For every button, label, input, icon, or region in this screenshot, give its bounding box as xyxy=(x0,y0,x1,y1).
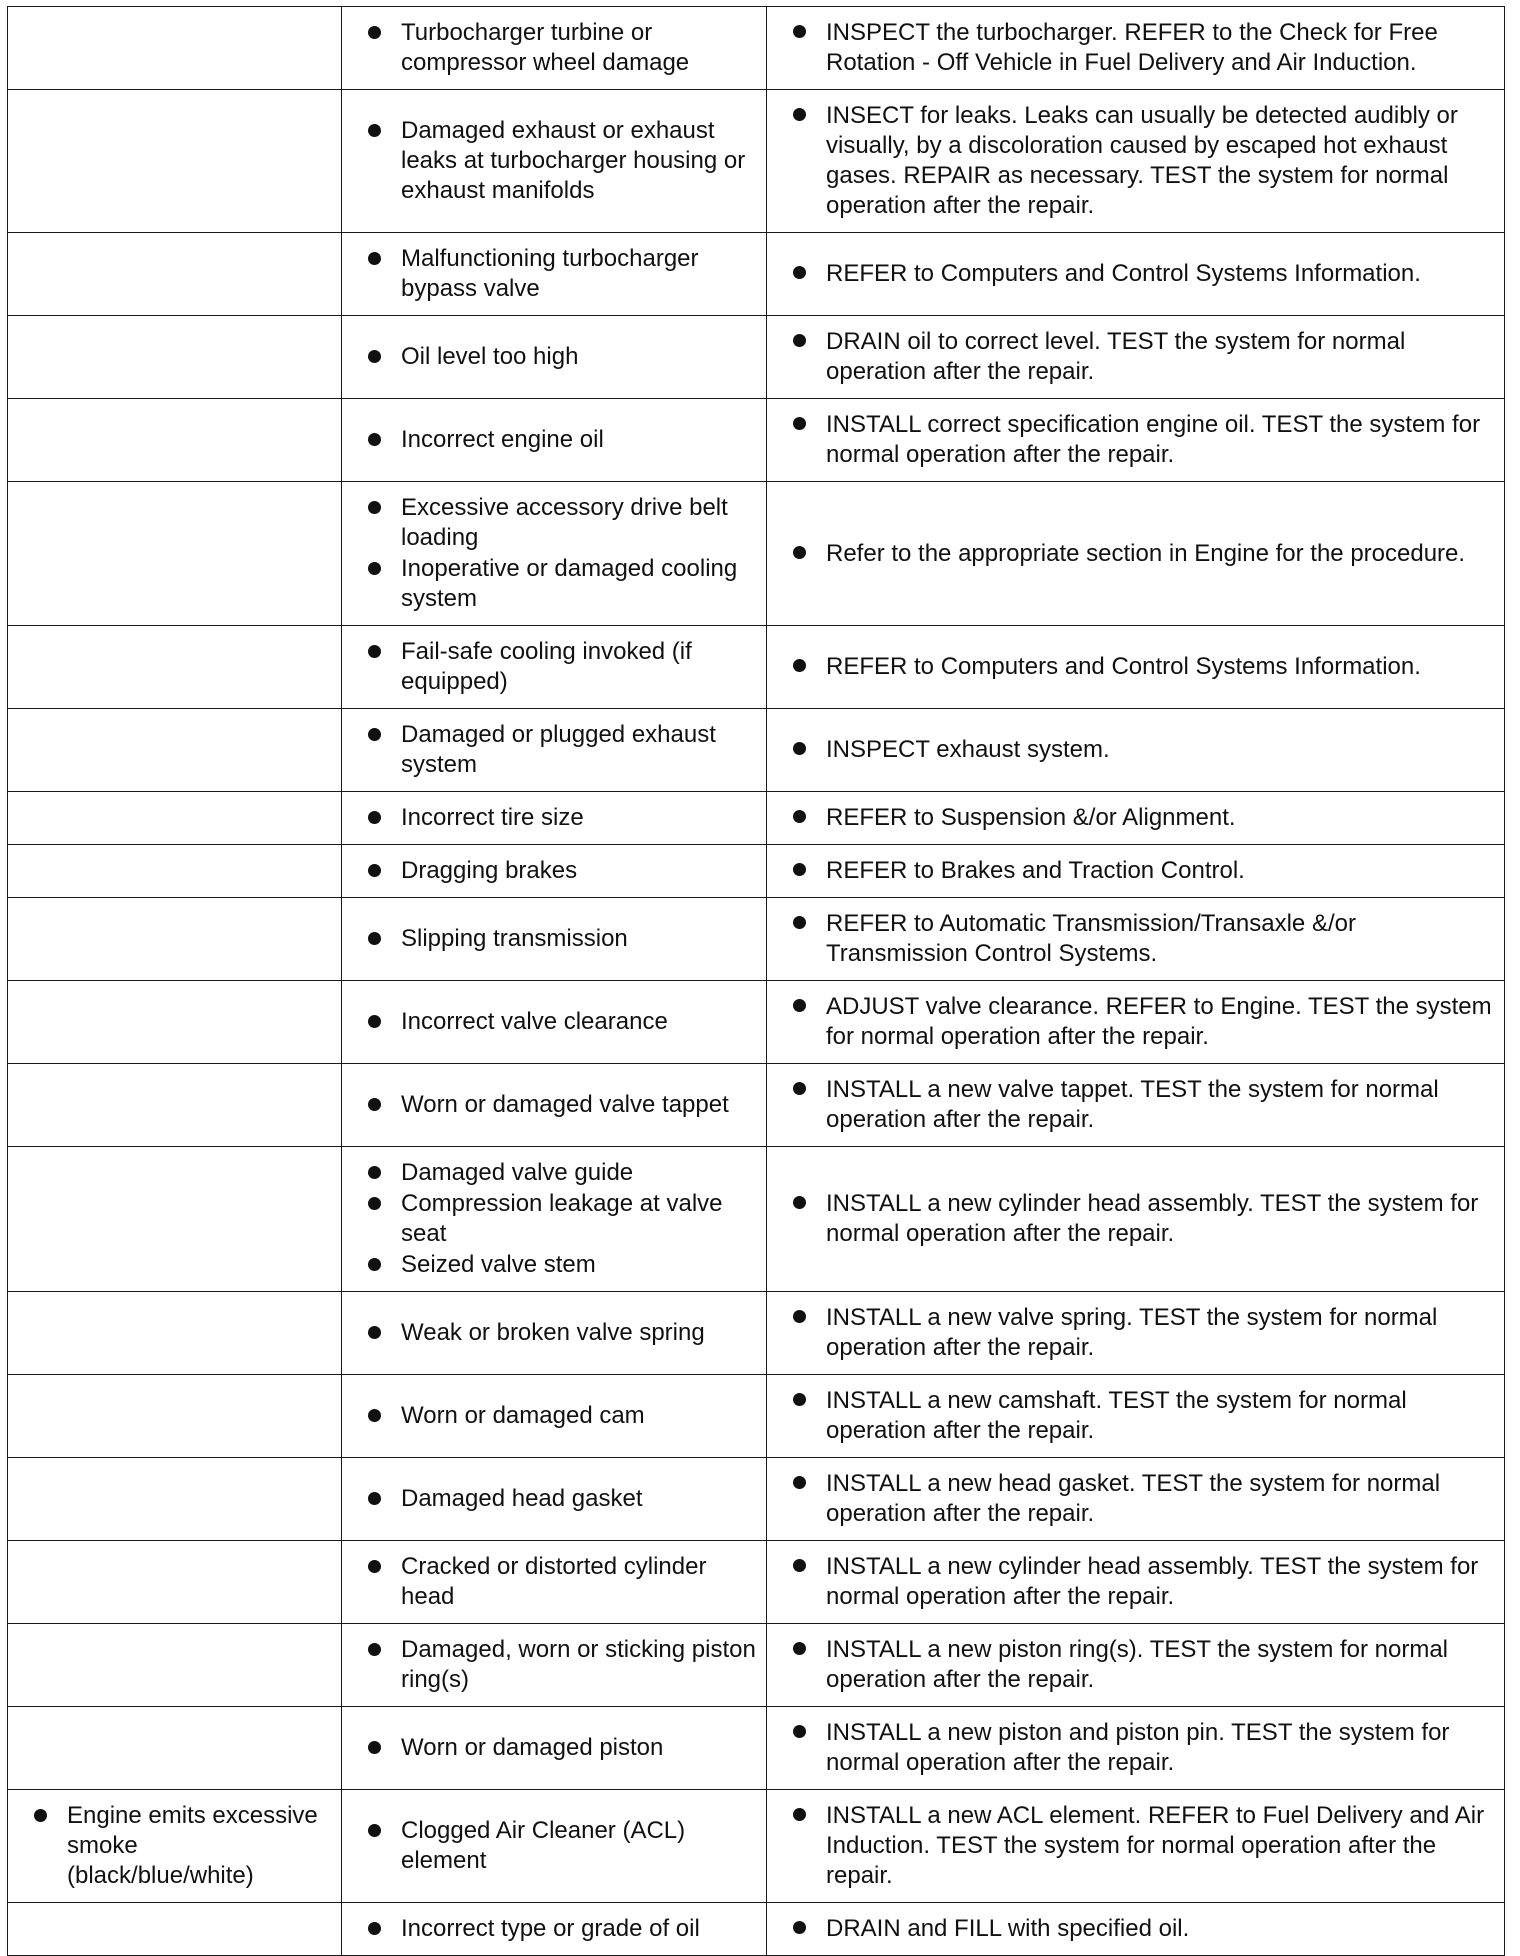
cause-cell xyxy=(342,709,767,792)
list-item: REFER to Automatic Transmission/Transaxle &/or Transmission Control Systems. xyxy=(793,909,1494,969)
bullet-list xyxy=(793,803,1494,833)
table-row xyxy=(8,981,1505,1064)
list-item: Incorrect engine oil xyxy=(368,425,756,455)
bullet-list xyxy=(368,924,756,954)
cause-cell xyxy=(342,233,767,316)
bullet-list xyxy=(793,410,1494,470)
action-cell xyxy=(767,1147,1505,1292)
bullet-list xyxy=(368,1318,756,1348)
bullet-list xyxy=(368,1733,756,1763)
bullet-list xyxy=(368,116,756,206)
list-item: INSTALL a new piston and piston pin. TEST the system for normal operation after the repair. xyxy=(793,1718,1494,1778)
action-cell xyxy=(767,1624,1505,1707)
cause-cell xyxy=(342,399,767,482)
table-row xyxy=(8,1624,1505,1707)
list-item: INSTALL a new ACL element. REFER to Fuel Delivery and Air Induction. TEST the system for normal operation after the repair. xyxy=(793,1801,1494,1891)
cause-cell xyxy=(342,1292,767,1375)
list-item: REFER to Computers and Control Systems Information. xyxy=(793,259,1494,289)
action-cell xyxy=(767,1064,1505,1147)
bullet-list xyxy=(368,493,756,614)
list-item: INSECT for leaks. Leaks can usually be detected audibly or visually, by a discoloration caused by escaped hot exhaust gases. REPAIR as necessary. TEST the system for normal operation after the repair. xyxy=(793,101,1494,221)
cause-cell xyxy=(342,1903,767,1956)
list-item: Worn or damaged piston xyxy=(368,1733,756,1763)
cause-cell xyxy=(342,1147,767,1292)
list-item: INSTALL a new valve tappet. TEST the system for normal operation after the repair. xyxy=(793,1075,1494,1135)
table-row xyxy=(8,399,1505,482)
table-row xyxy=(8,626,1505,709)
cause-cell xyxy=(342,1541,767,1624)
cause-cell xyxy=(342,898,767,981)
list-item: Engine emits excessive smoke (black/blue/white) xyxy=(34,1801,331,1891)
condition-cell xyxy=(8,1624,342,1707)
cause-cell xyxy=(342,1707,767,1790)
condition-cell xyxy=(8,1292,342,1375)
bullet-list xyxy=(368,803,756,833)
list-item: REFER to Brakes and Traction Control. xyxy=(793,856,1494,886)
bullet-list xyxy=(793,1303,1494,1363)
list-item: INSTALL a new valve spring. TEST the system for normal operation after the repair. xyxy=(793,1303,1494,1363)
cause-cell xyxy=(342,482,767,626)
list-item: Excessive accessory drive belt loading xyxy=(368,493,756,553)
list-item: Inoperative or damaged cooling system xyxy=(368,554,756,614)
table-row xyxy=(8,1147,1505,1292)
table-row xyxy=(8,233,1505,316)
action-cell xyxy=(767,898,1505,981)
table-row xyxy=(8,1707,1505,1790)
list-item: REFER to Computers and Control Systems Information. xyxy=(793,652,1494,682)
bullet-list xyxy=(793,735,1494,765)
diagnosis-table xyxy=(7,6,1505,1956)
list-item: REFER to Suspension &/or Alignment. xyxy=(793,803,1494,833)
condition-cell xyxy=(8,626,342,709)
bullet-list xyxy=(793,101,1494,221)
action-cell xyxy=(767,399,1505,482)
cause-cell xyxy=(342,981,767,1064)
list-item: INSTALL a new piston ring(s). TEST the system for normal operation after the repair. xyxy=(793,1635,1494,1695)
bullet-list xyxy=(368,1484,756,1514)
bullet-list xyxy=(793,909,1494,969)
table-row xyxy=(8,482,1505,626)
list-item: Refer to the appropriate section in Engine for the procedure. xyxy=(793,539,1494,569)
condition-cell xyxy=(8,482,342,626)
list-item: INSTALL a new camshaft. TEST the system for normal operation after the repair. xyxy=(793,1386,1494,1446)
bullet-list xyxy=(368,1007,756,1037)
bullet-list xyxy=(368,1090,756,1120)
bullet-list xyxy=(368,425,756,455)
list-item: Seized valve stem xyxy=(368,1250,756,1280)
action-cell xyxy=(767,7,1505,90)
table-row xyxy=(8,7,1505,90)
list-item: Damaged, worn or sticking piston ring(s) xyxy=(368,1635,756,1695)
table-row xyxy=(8,1790,1505,1903)
action-cell xyxy=(767,1790,1505,1903)
list-item: INSPECT exhaust system. xyxy=(793,735,1494,765)
table-row xyxy=(8,1903,1505,1956)
list-item: Malfunctioning turbocharger bypass valve xyxy=(368,244,756,304)
action-cell xyxy=(767,845,1505,898)
bullet-list xyxy=(368,1401,756,1431)
list-item: INSTALL a new cylinder head assembly. TEST the system for normal operation after the repair. xyxy=(793,1552,1494,1612)
list-item: DRAIN oil to correct level. TEST the system for normal operation after the repair. xyxy=(793,327,1494,387)
cause-cell xyxy=(342,1790,767,1903)
list-item: INSPECT the turbocharger. REFER to the Check for Free Rotation - Off Vehicle in Fuel Delivery and Air Induction. xyxy=(793,18,1494,78)
bullet-list xyxy=(368,1158,756,1280)
condition-cell xyxy=(8,399,342,482)
bullet-list xyxy=(793,327,1494,387)
bullet-list xyxy=(368,720,756,780)
bullet-list xyxy=(793,992,1494,1052)
table-row xyxy=(8,1064,1505,1147)
list-item: Oil level too high xyxy=(368,342,756,372)
condition-cell xyxy=(8,792,342,845)
list-item: Clogged Air Cleaner (ACL) element xyxy=(368,1816,756,1876)
list-item: INSTALL correct specification engine oil. TEST the system for normal operation after the repair. xyxy=(793,410,1494,470)
bullet-list xyxy=(793,259,1494,289)
table-row xyxy=(8,316,1505,399)
list-item: Worn or damaged valve tappet xyxy=(368,1090,756,1120)
bullet-list xyxy=(793,1386,1494,1446)
list-item: Damaged or plugged exhaust system xyxy=(368,720,756,780)
list-item: INSTALL a new cylinder head assembly. TEST the system for normal operation after the repair. xyxy=(793,1189,1494,1249)
bullet-list xyxy=(34,1801,331,1891)
condition-cell xyxy=(8,316,342,399)
action-cell xyxy=(767,1541,1505,1624)
cause-cell xyxy=(342,845,767,898)
bullet-list xyxy=(793,1914,1494,1944)
condition-cell xyxy=(8,1064,342,1147)
action-cell xyxy=(767,1292,1505,1375)
diagnosis-table-body xyxy=(8,7,1505,1956)
bullet-list xyxy=(793,1189,1494,1249)
list-item: Turbocharger turbine or compressor wheel damage xyxy=(368,18,756,78)
condition-cell xyxy=(8,1903,342,1956)
bullet-list xyxy=(368,1635,756,1695)
action-cell xyxy=(767,90,1505,233)
list-item: INSTALL a new head gasket. TEST the system for normal operation after the repair. xyxy=(793,1469,1494,1529)
condition-cell xyxy=(8,898,342,981)
condition-cell xyxy=(8,1707,342,1790)
bullet-list xyxy=(793,1635,1494,1695)
bullet-list xyxy=(368,342,756,372)
cause-cell xyxy=(342,1375,767,1458)
list-item: DRAIN and FILL with specified oil. xyxy=(793,1914,1494,1944)
condition-cell xyxy=(8,1541,342,1624)
bullet-list xyxy=(793,1718,1494,1778)
bullet-list xyxy=(793,18,1494,78)
action-cell xyxy=(767,709,1505,792)
action-cell xyxy=(767,1375,1505,1458)
list-item: ADJUST valve clearance. REFER to Engine. TEST the system for normal operation after the repair. xyxy=(793,992,1494,1052)
cause-cell xyxy=(342,7,767,90)
bullet-list xyxy=(368,1914,756,1944)
action-cell xyxy=(767,316,1505,399)
list-item: Damaged exhaust or exhaust leaks at turbocharger housing or exhaust manifolds xyxy=(368,116,756,206)
table-row xyxy=(8,792,1505,845)
list-item: Slipping transmission xyxy=(368,924,756,954)
bullet-list xyxy=(793,1075,1494,1135)
bullet-list xyxy=(793,856,1494,886)
condition-cell xyxy=(8,845,342,898)
action-cell xyxy=(767,626,1505,709)
list-item: Compression leakage at valve seat xyxy=(368,1189,756,1249)
list-item: Damaged valve guide xyxy=(368,1158,756,1188)
condition-cell xyxy=(8,1147,342,1292)
cause-cell xyxy=(342,1458,767,1541)
table-row xyxy=(8,1292,1505,1375)
condition-cell xyxy=(8,233,342,316)
bullet-list xyxy=(793,652,1494,682)
bullet-list xyxy=(368,1552,756,1612)
condition-cell xyxy=(8,90,342,233)
cause-cell xyxy=(342,626,767,709)
list-item: Fail-safe cooling invoked (if equipped) xyxy=(368,637,756,697)
list-item: Worn or damaged cam xyxy=(368,1401,756,1431)
condition-cell xyxy=(8,709,342,792)
action-cell xyxy=(767,1903,1505,1956)
condition-cell xyxy=(8,981,342,1064)
cause-cell xyxy=(342,1624,767,1707)
action-cell xyxy=(767,1458,1505,1541)
bullet-list xyxy=(368,637,756,697)
list-item: Dragging brakes xyxy=(368,856,756,886)
bullet-list xyxy=(368,1816,756,1876)
list-item: Cracked or distorted cylinder head xyxy=(368,1552,756,1612)
condition-cell xyxy=(8,1375,342,1458)
table-row xyxy=(8,898,1505,981)
bullet-list xyxy=(368,244,756,304)
cause-cell xyxy=(342,1064,767,1147)
table-row xyxy=(8,709,1505,792)
cause-cell xyxy=(342,90,767,233)
condition-cell xyxy=(8,1790,342,1903)
list-item: Weak or broken valve spring xyxy=(368,1318,756,1348)
table-row xyxy=(8,1375,1505,1458)
bullet-list xyxy=(793,539,1494,569)
table-row xyxy=(8,1541,1505,1624)
bullet-list xyxy=(793,1552,1494,1612)
bullet-list xyxy=(793,1801,1494,1891)
list-item: Incorrect type or grade of oil xyxy=(368,1914,756,1944)
cause-cell xyxy=(342,792,767,845)
action-cell xyxy=(767,482,1505,626)
condition-cell xyxy=(8,7,342,90)
table-row xyxy=(8,1458,1505,1541)
action-cell xyxy=(767,233,1505,316)
list-item: Incorrect tire size xyxy=(368,803,756,833)
list-item: Incorrect valve clearance xyxy=(368,1007,756,1037)
bullet-list xyxy=(368,18,756,78)
action-cell xyxy=(767,792,1505,845)
table-row xyxy=(8,845,1505,898)
cause-cell xyxy=(342,316,767,399)
table-row xyxy=(8,90,1505,233)
condition-cell xyxy=(8,1458,342,1541)
action-cell xyxy=(767,981,1505,1064)
bullet-list xyxy=(368,856,756,886)
action-cell xyxy=(767,1707,1505,1790)
list-item: Damaged head gasket xyxy=(368,1484,756,1514)
bullet-list xyxy=(793,1469,1494,1529)
